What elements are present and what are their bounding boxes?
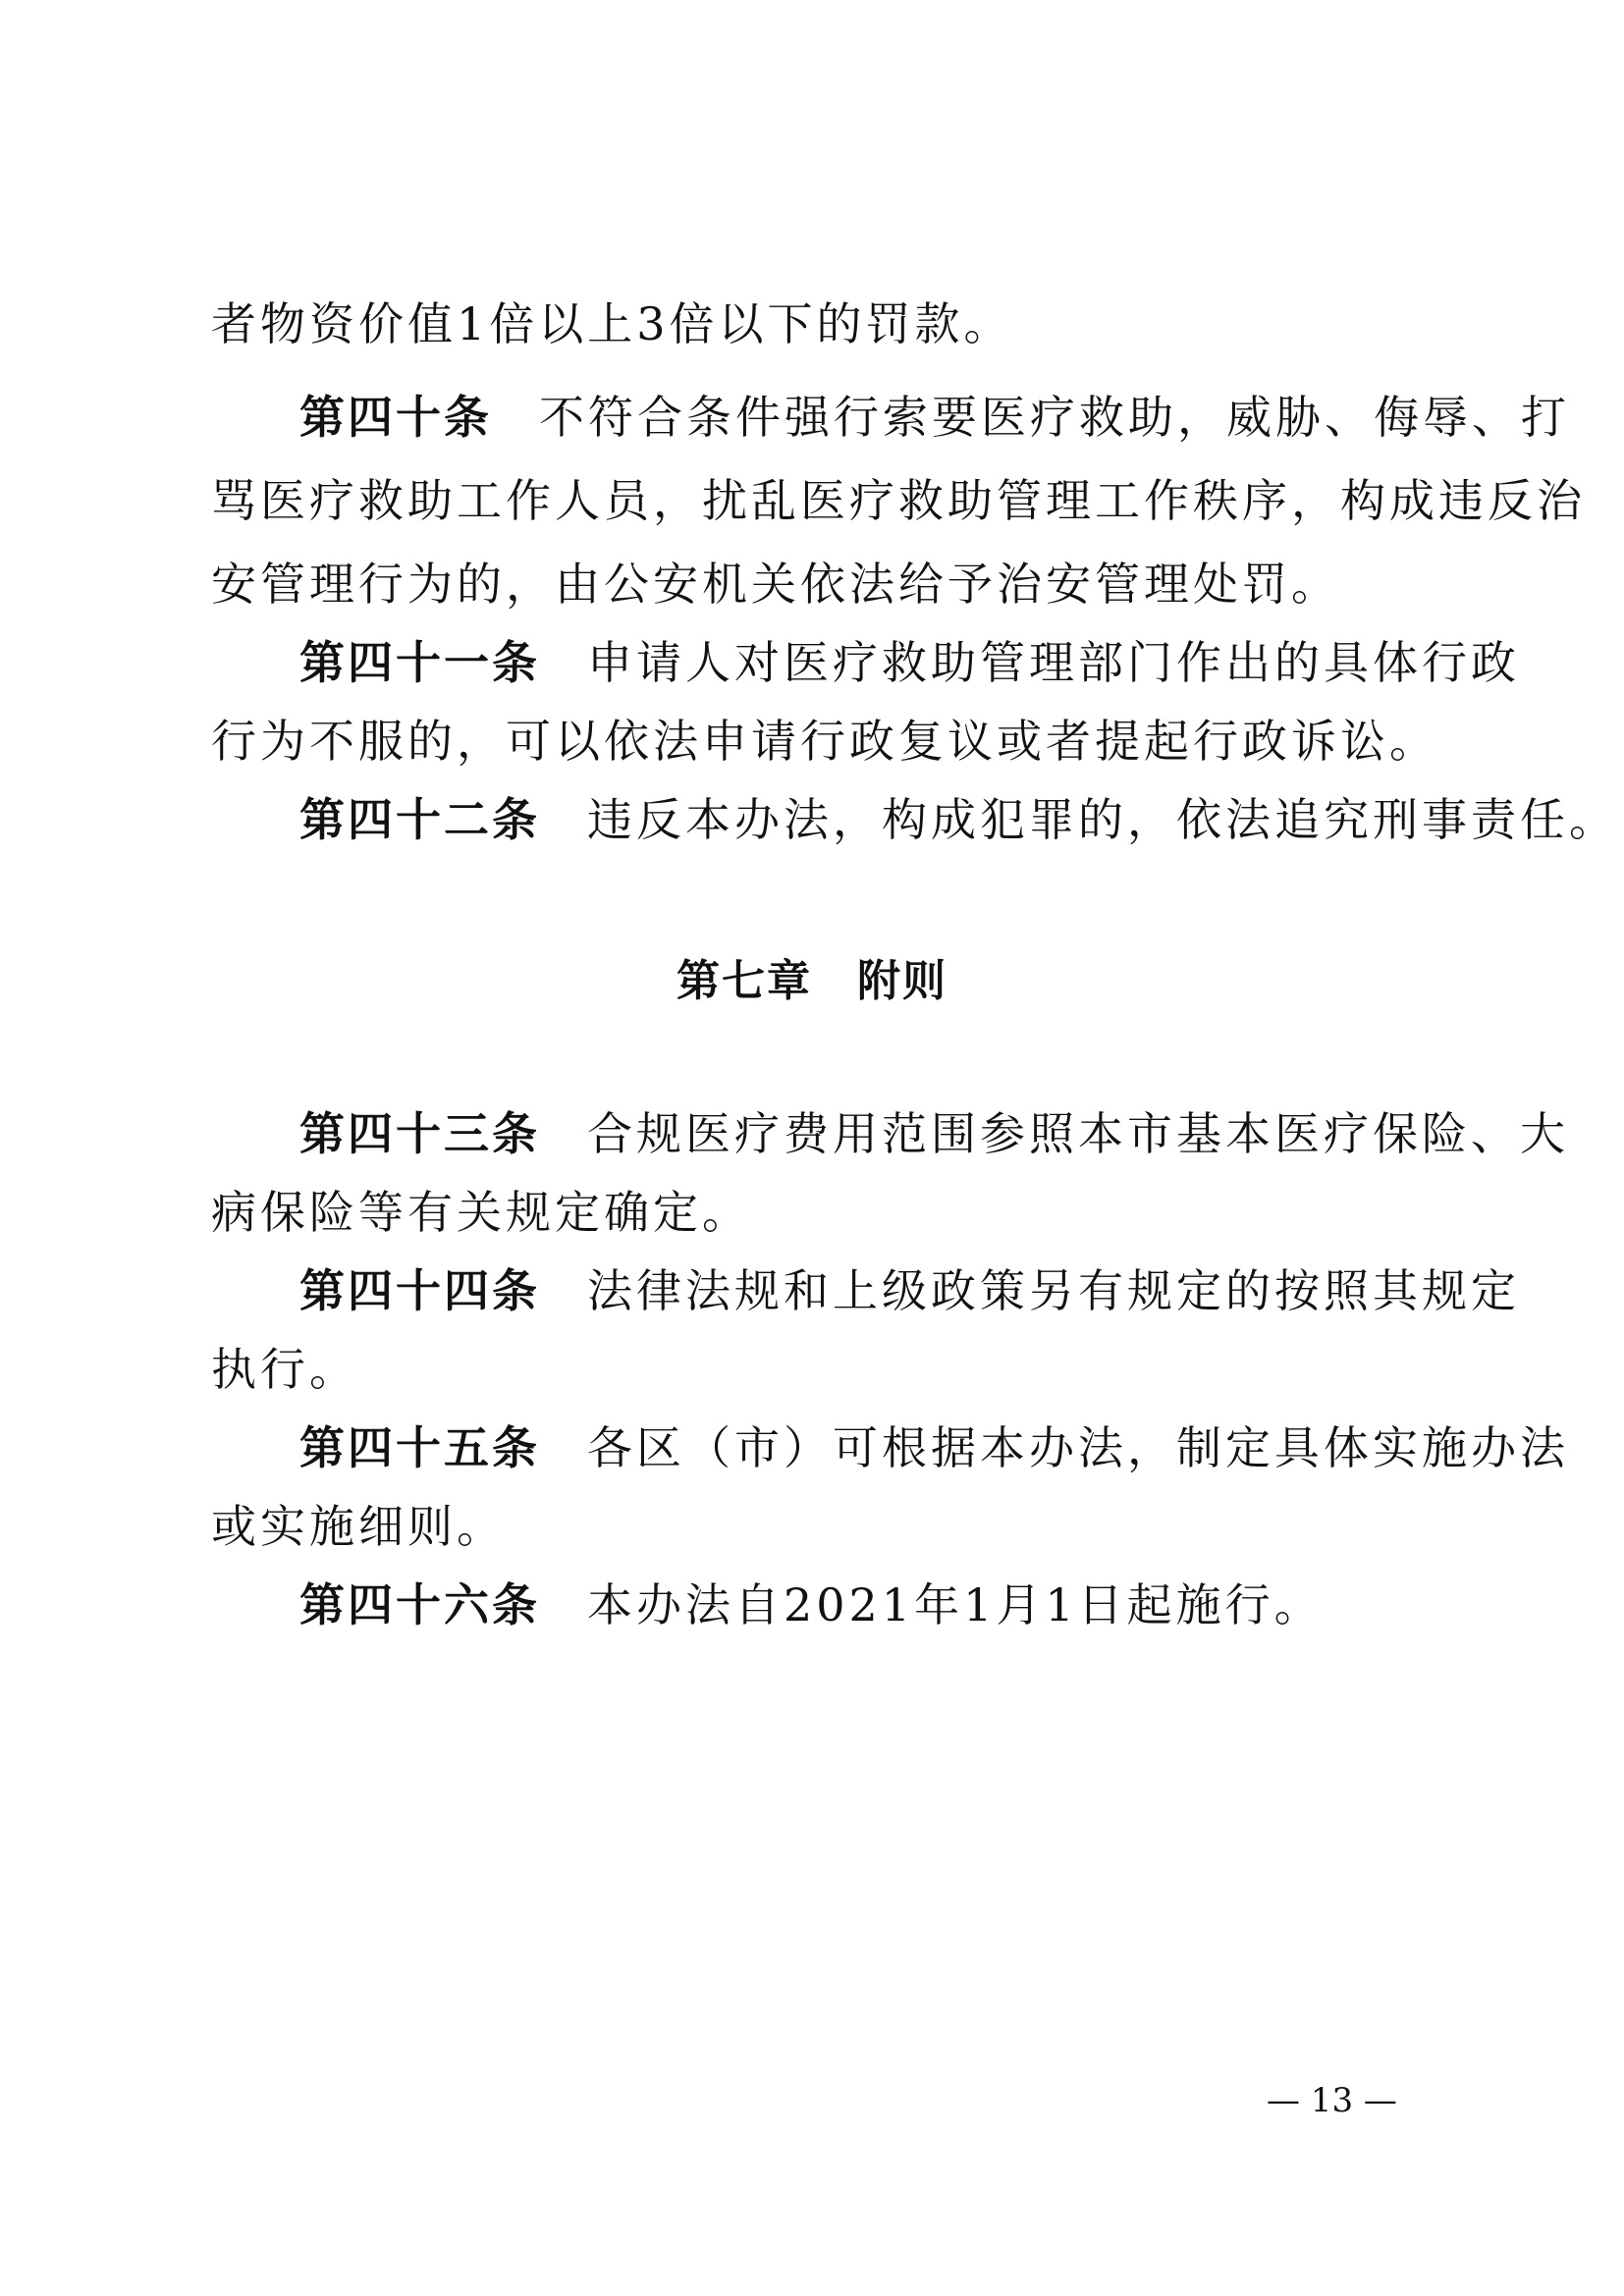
article-40-label: 第四十条 bbox=[299, 391, 492, 444]
chapter-number: 第七章 bbox=[677, 956, 812, 1006]
article-44-text: 法律法规和上级政策另有规定的按照其规定 bbox=[587, 1264, 1520, 1317]
article-44-line-2 bbox=[211, 1340, 1429, 1399]
article-46-line-1 bbox=[299, 1575, 1517, 1634]
article-45-text: 或实施细则。 bbox=[211, 1500, 506, 1553]
chapter-heading bbox=[0, 952, 1624, 1011]
article-41-line-2 bbox=[211, 712, 1438, 771]
article-45-label: 第四十五条 bbox=[299, 1421, 540, 1474]
page-number: — 13 — bbox=[1267, 2081, 1397, 2120]
article-43-line-2 bbox=[211, 1183, 1429, 1242]
article-40-line-1 bbox=[299, 388, 1570, 447]
article-43-text: 病保险等有关规定确定。 bbox=[211, 1186, 751, 1239]
article-41-text: 申请人对医疗救助管理部门作出的具体行政 bbox=[587, 636, 1520, 689]
text-continuation: 者物资价值1倍以上3倍以下的罚款。 bbox=[211, 297, 1013, 350]
article-45-text: 各区（市）可根据本办法，制定具体实施办法 bbox=[587, 1421, 1569, 1474]
chapter-title: 附则 bbox=[857, 956, 947, 1006]
article-42-line-1 bbox=[299, 790, 1618, 849]
article-40-text: 不符合条件强行索要医疗救助，威胁、侮辱、打 bbox=[539, 391, 1570, 444]
article-44-text: 执行。 bbox=[211, 1343, 358, 1396]
article-42-label: 第四十二条 bbox=[299, 793, 540, 846]
article-40-line-2 bbox=[211, 471, 1586, 530]
article-43-text: 合规医疗费用范围参照本市基本医疗保险、大 bbox=[587, 1107, 1569, 1160]
article-43-label: 第四十三条 bbox=[299, 1107, 540, 1160]
article-46-text: 本办法自2021年1月1日起施行。 bbox=[587, 1578, 1324, 1631]
article-41-line-1 bbox=[299, 633, 1520, 692]
article-40-text: 安管理行为的，由公安机关依法给予治安管理处罚。 bbox=[211, 558, 1340, 611]
article-44-label: 第四十四条 bbox=[299, 1264, 540, 1317]
article-45-line-2 bbox=[211, 1497, 1429, 1556]
article-46-label: 第四十六条 bbox=[299, 1578, 540, 1631]
article-40-line-3 bbox=[211, 555, 1429, 614]
article-43-line-1 bbox=[299, 1104, 1569, 1163]
article-40-text: 骂医疗救助工作人员，扰乱医疗救助管理工作秩序，构成违反治 bbox=[211, 474, 1586, 527]
paragraph-line bbox=[211, 294, 1429, 353]
article-42-text: 违反本办法，构成犯罪的，依法追究刑事责任。 bbox=[587, 793, 1618, 846]
article-41-text: 行为不服的，可以依法申请行政复议或者提起行政诉讼。 bbox=[211, 715, 1438, 768]
article-41-label: 第四十一条 bbox=[299, 636, 540, 689]
article-44-line-1 bbox=[299, 1261, 1520, 1320]
article-45-line-1 bbox=[299, 1418, 1569, 1477]
